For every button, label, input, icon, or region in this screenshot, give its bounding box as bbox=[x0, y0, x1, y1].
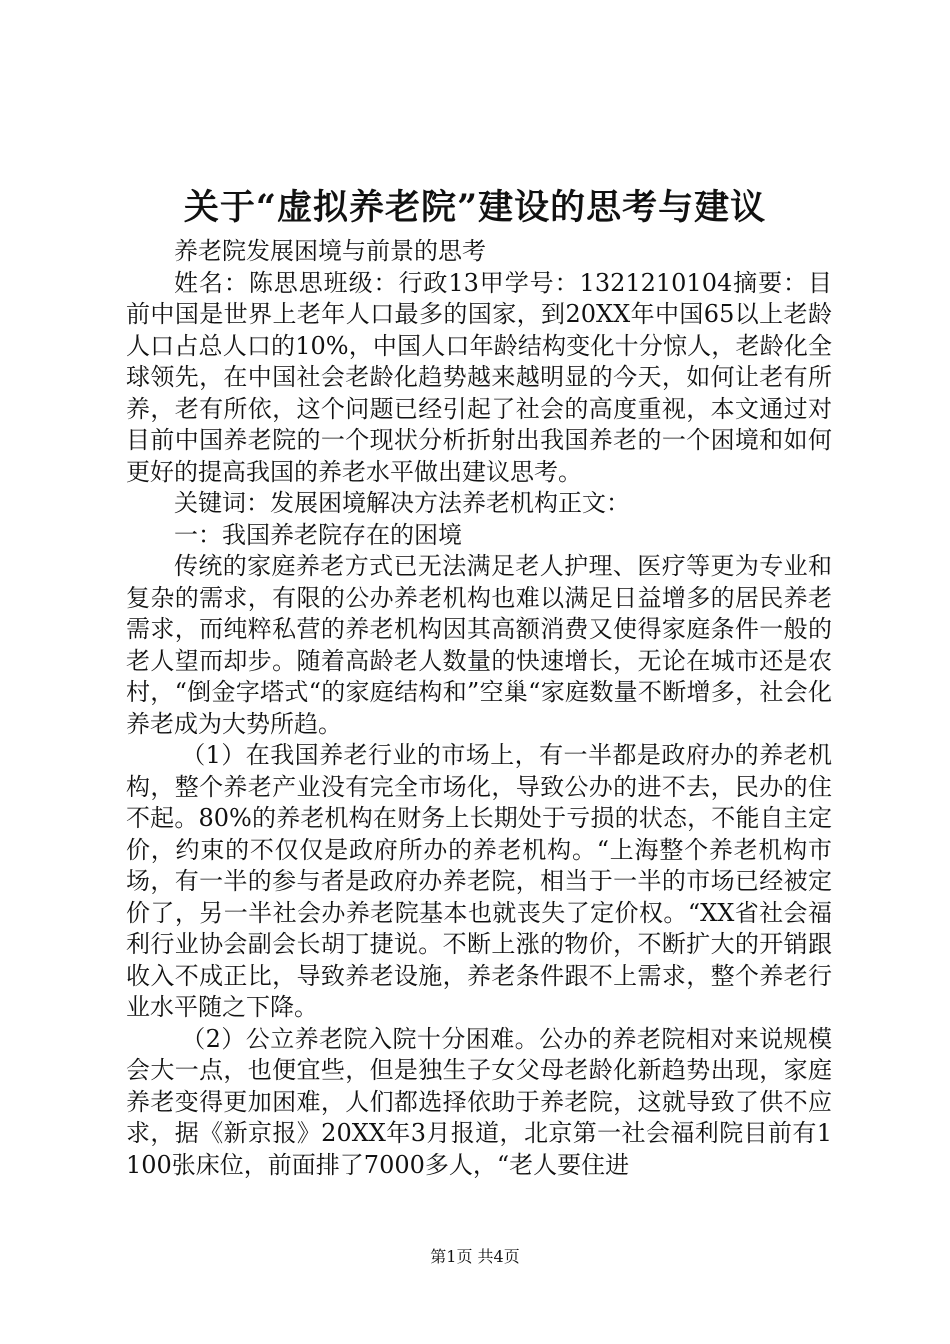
document-title: 关于“虚拟养老院”建设的思考与建议 bbox=[183, 187, 767, 228]
keywords-paragraph: 关键词：发展困境解决方法养老机构正文： bbox=[174, 489, 630, 517]
page-footer: 第1页 共4页 bbox=[430, 1247, 520, 1266]
section-heading: 一：我国养老院存在的困境 bbox=[174, 520, 462, 549]
body-paragraph: 传统的家庭养老方式已无法满足老人护理、医疗等更为专业和复杂的需求，有限的公办养老机构也难以满足日益增多的居民养老需求，而纯粹私营的养老机构因其高额消费又使得家庭条件一般的老人望而却步。随着高龄老人数量的快速增长，无论在城市还是农村，“倒金字塔式“的家庭结构和”空巢“家庭数量不断增多，社会化养老成为大势所趋。 bbox=[126, 552, 832, 738]
body-paragraph: （2）公立养老院入院十分困难。公办的养老院相对来说规模会大一点，也便宜些，但是独生子女父母老龄化新趋势出现，家庭养老变得更加困难，人们都选择依助于养老院，这就导致了供不应求，据《新京报》20XX年3月报道，北京第一社会福利院目前有1100张床位，前面排了7000多人，“老人要住进 bbox=[126, 1024, 832, 1179]
subtitle-paragraph: 养老院发展困境与前景的思考 bbox=[174, 237, 486, 265]
document-body bbox=[126, 236, 832, 1181]
abstract-paragraph: 姓名：陈思思班级：行政13甲学号：1321210104摘要：目前中国是世界上老年人口最多的国家，到20XX年中国65以上老龄人口占总人口的10%，中国人口年龄结构变化十分惊人，老龄化全球领先，在中国社会老龄化趋势越来越明显的今天，如何让老有所养，老有所依，这个问题已经引起了社会的高度重视，本文通过对目前中国养老院的一个现状分析折射出我国养老的一个困境和如何更好的提高我国的养老水平做出建议思考。 bbox=[126, 268, 832, 486]
body-paragraph: （1）在我国养老行业的市场上，有一半都是政府办的养老机构，整个养老产业没有完全市场化，导致公办的进不去，民办的住不起。80%的养老机构在财务上长期处于亏损的状态，不能自主定价，约束的不仅仅是政府所办的养老机构。“上海整个养老机构市场，有一半的参与者是政府办养老院，相当于一半的市场已经被定价了，另一半社会办养老院基本也就丧失了定价权。“XX省社会福利行业协会副会长胡丁捷说。不断上涨的物价，不断扩大的开销跟收入不成正比，导致养老设施，养老条件跟不上需求，整个养老行业水平随之下降。 bbox=[126, 741, 832, 1021]
